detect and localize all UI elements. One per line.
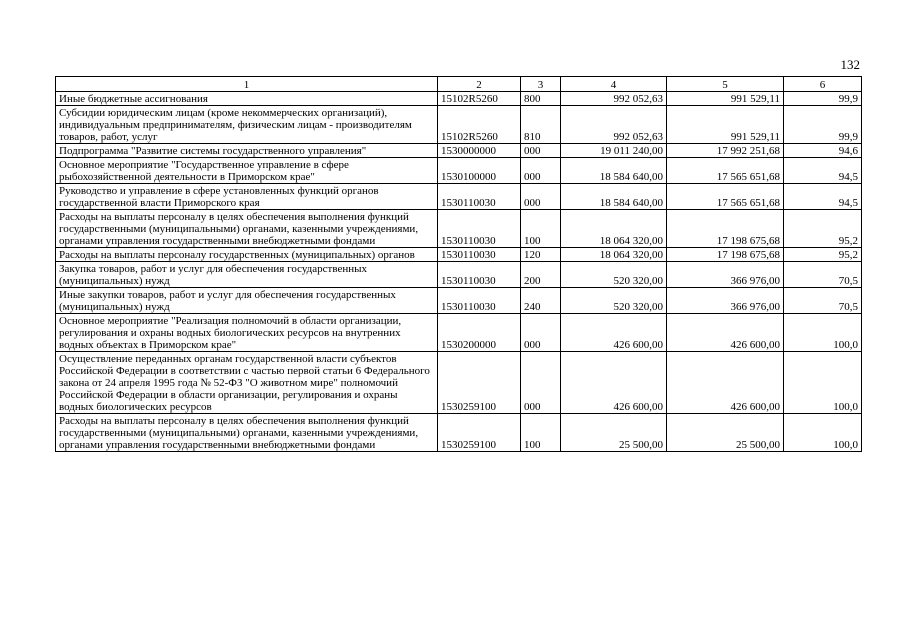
table-row [56,106,862,144]
table-row [56,144,862,158]
row-planned-cell: 992 052,63 [561,92,667,106]
row-kind-cell: 800 [521,92,561,106]
budget-table [55,76,862,452]
row-executed-cell: 25 500,00 [667,414,784,452]
row-planned-cell: 426 600,00 [561,352,667,414]
row-code-cell: 15102R5260 [438,106,521,144]
row-executed-cell: 426 600,00 [667,314,784,352]
row-executed-cell: 17 992 251,68 [667,144,784,158]
row-kind-cell: 100 [521,210,561,248]
row-name-cell: Осуществление переданных органам государственной власти субъектов Российской Федерации в соответствии с частью первой статьи 6 Федерального закона от 24 апреля 1995 года № 52-ФЗ "О животном мире" полномочий Российской Федерации в области организации, регулирования и охраны водных биологических ресурсов [56,352,438,414]
row-name-cell: Расходы на выплаты персоналу в целях обеспечения выполнения функций государственными (муниципальными) органами, казенными учреждениями, органами управления государственными внебюджетными фондами [56,414,438,452]
row-planned-cell: 25 500,00 [561,414,667,452]
row-code-cell: 1530110030 [438,248,521,262]
row-planned-cell: 18 064 320,00 [561,210,667,248]
row-planned-cell: 520 320,00 [561,262,667,288]
row-planned-cell: 426 600,00 [561,314,667,352]
table-row [56,314,862,352]
row-percent-cell: 100,0 [784,414,862,452]
header-cell: 5 [667,77,784,92]
row-percent-cell: 95,2 [784,248,862,262]
table-row [56,352,862,414]
row-percent-cell: 95,2 [784,210,862,248]
row-code-cell: 1530110030 [438,288,521,314]
header-cell: 4 [561,77,667,92]
row-kind-cell: 100 [521,414,561,452]
table-row [56,92,862,106]
row-code-cell: 1530100000 [438,158,521,184]
row-name-cell: Иные закупки товаров, работ и услуг для обеспечения государственных (муниципальных) нужд [56,288,438,314]
row-percent-cell: 100,0 [784,352,862,414]
row-executed-cell: 426 600,00 [667,352,784,414]
row-kind-cell: 000 [521,144,561,158]
row-planned-cell: 19 011 240,00 [561,144,667,158]
table-row [56,248,862,262]
table-row [56,158,862,184]
header-cell: 3 [521,77,561,92]
table-row [56,262,862,288]
header-cell: 2 [438,77,521,92]
row-name-cell: Субсидии юридическим лицам (кроме некоммерческих организаций), индивидуальным предпринимателям, физическим лицам - производителям товаров, работ, услуг [56,106,438,144]
row-name-cell: Основное мероприятие "Государственное управление в сфере рыбохозяйственной деятельности в Приморском крае" [56,158,438,184]
row-kind-cell: 000 [521,184,561,210]
header-cell: 1 [56,77,438,92]
row-kind-cell: 810 [521,106,561,144]
row-planned-cell: 18 064 320,00 [561,248,667,262]
header-row [56,77,862,92]
row-code-cell: 1530259100 [438,352,521,414]
row-name-cell: Основное мероприятие "Реализация полномочий в области организации, регулирования и охраны водных биологических ресурсов на внутренних водных объектах в Приморском крае" [56,314,438,352]
row-name-cell: Расходы на выплаты персоналу в целях обеспечения выполнения функций государственными (муниципальными) органами, казенными учреждениями, органами управления государственными внебюджетными фондами [56,210,438,248]
row-kind-cell: 200 [521,262,561,288]
row-percent-cell: 100,0 [784,314,862,352]
row-kind-cell: 240 [521,288,561,314]
row-code-cell: 1530200000 [438,314,521,352]
row-executed-cell: 17 198 675,68 [667,210,784,248]
row-planned-cell: 18 584 640,00 [561,158,667,184]
row-name-cell: Расходы на выплаты персоналу государственных (муниципальных) органов [56,248,438,262]
row-executed-cell: 366 976,00 [667,262,784,288]
row-code-cell: 1530110030 [438,210,521,248]
row-executed-cell: 991 529,11 [667,92,784,106]
table-row [56,184,862,210]
row-executed-cell: 366 976,00 [667,288,784,314]
row-percent-cell: 70,5 [784,288,862,314]
row-percent-cell: 94,5 [784,158,862,184]
row-name-cell: Руководство и управление в сфере установленных функций органов государственной власти Приморского края [56,184,438,210]
row-code-cell: 15102R5260 [438,92,521,106]
row-percent-cell: 94,6 [784,144,862,158]
row-code-cell: 1530110030 [438,184,521,210]
table-row [56,414,862,452]
row-code-cell: 1530000000 [438,144,521,158]
row-code-cell: 1530259100 [438,414,521,452]
row-name-cell: Иные бюджетные ассигнования [56,92,438,106]
table-row [56,288,862,314]
row-kind-cell: 000 [521,314,561,352]
row-kind-cell: 120 [521,248,561,262]
row-executed-cell: 17 565 651,68 [667,184,784,210]
row-executed-cell: 991 529,11 [667,106,784,144]
row-code-cell: 1530110030 [438,262,521,288]
table-row [56,210,862,248]
row-percent-cell: 99,9 [784,92,862,106]
row-kind-cell: 000 [521,158,561,184]
row-kind-cell: 000 [521,352,561,414]
row-executed-cell: 17 565 651,68 [667,158,784,184]
row-planned-cell: 992 052,63 [561,106,667,144]
row-planned-cell: 18 584 640,00 [561,184,667,210]
row-name-cell: Подпрограмма "Развитие системы государственного управления" [56,144,438,158]
row-name-cell: Закупка товаров, работ и услуг для обеспечения государственных (муниципальных) нужд [56,262,438,288]
row-percent-cell: 70,5 [784,262,862,288]
row-planned-cell: 520 320,00 [561,288,667,314]
header-cell: 6 [784,77,862,92]
row-percent-cell: 99,9 [784,106,862,144]
page-number: 132 [840,57,860,72]
row-percent-cell: 94,5 [784,184,862,210]
row-executed-cell: 17 198 675,68 [667,248,784,262]
